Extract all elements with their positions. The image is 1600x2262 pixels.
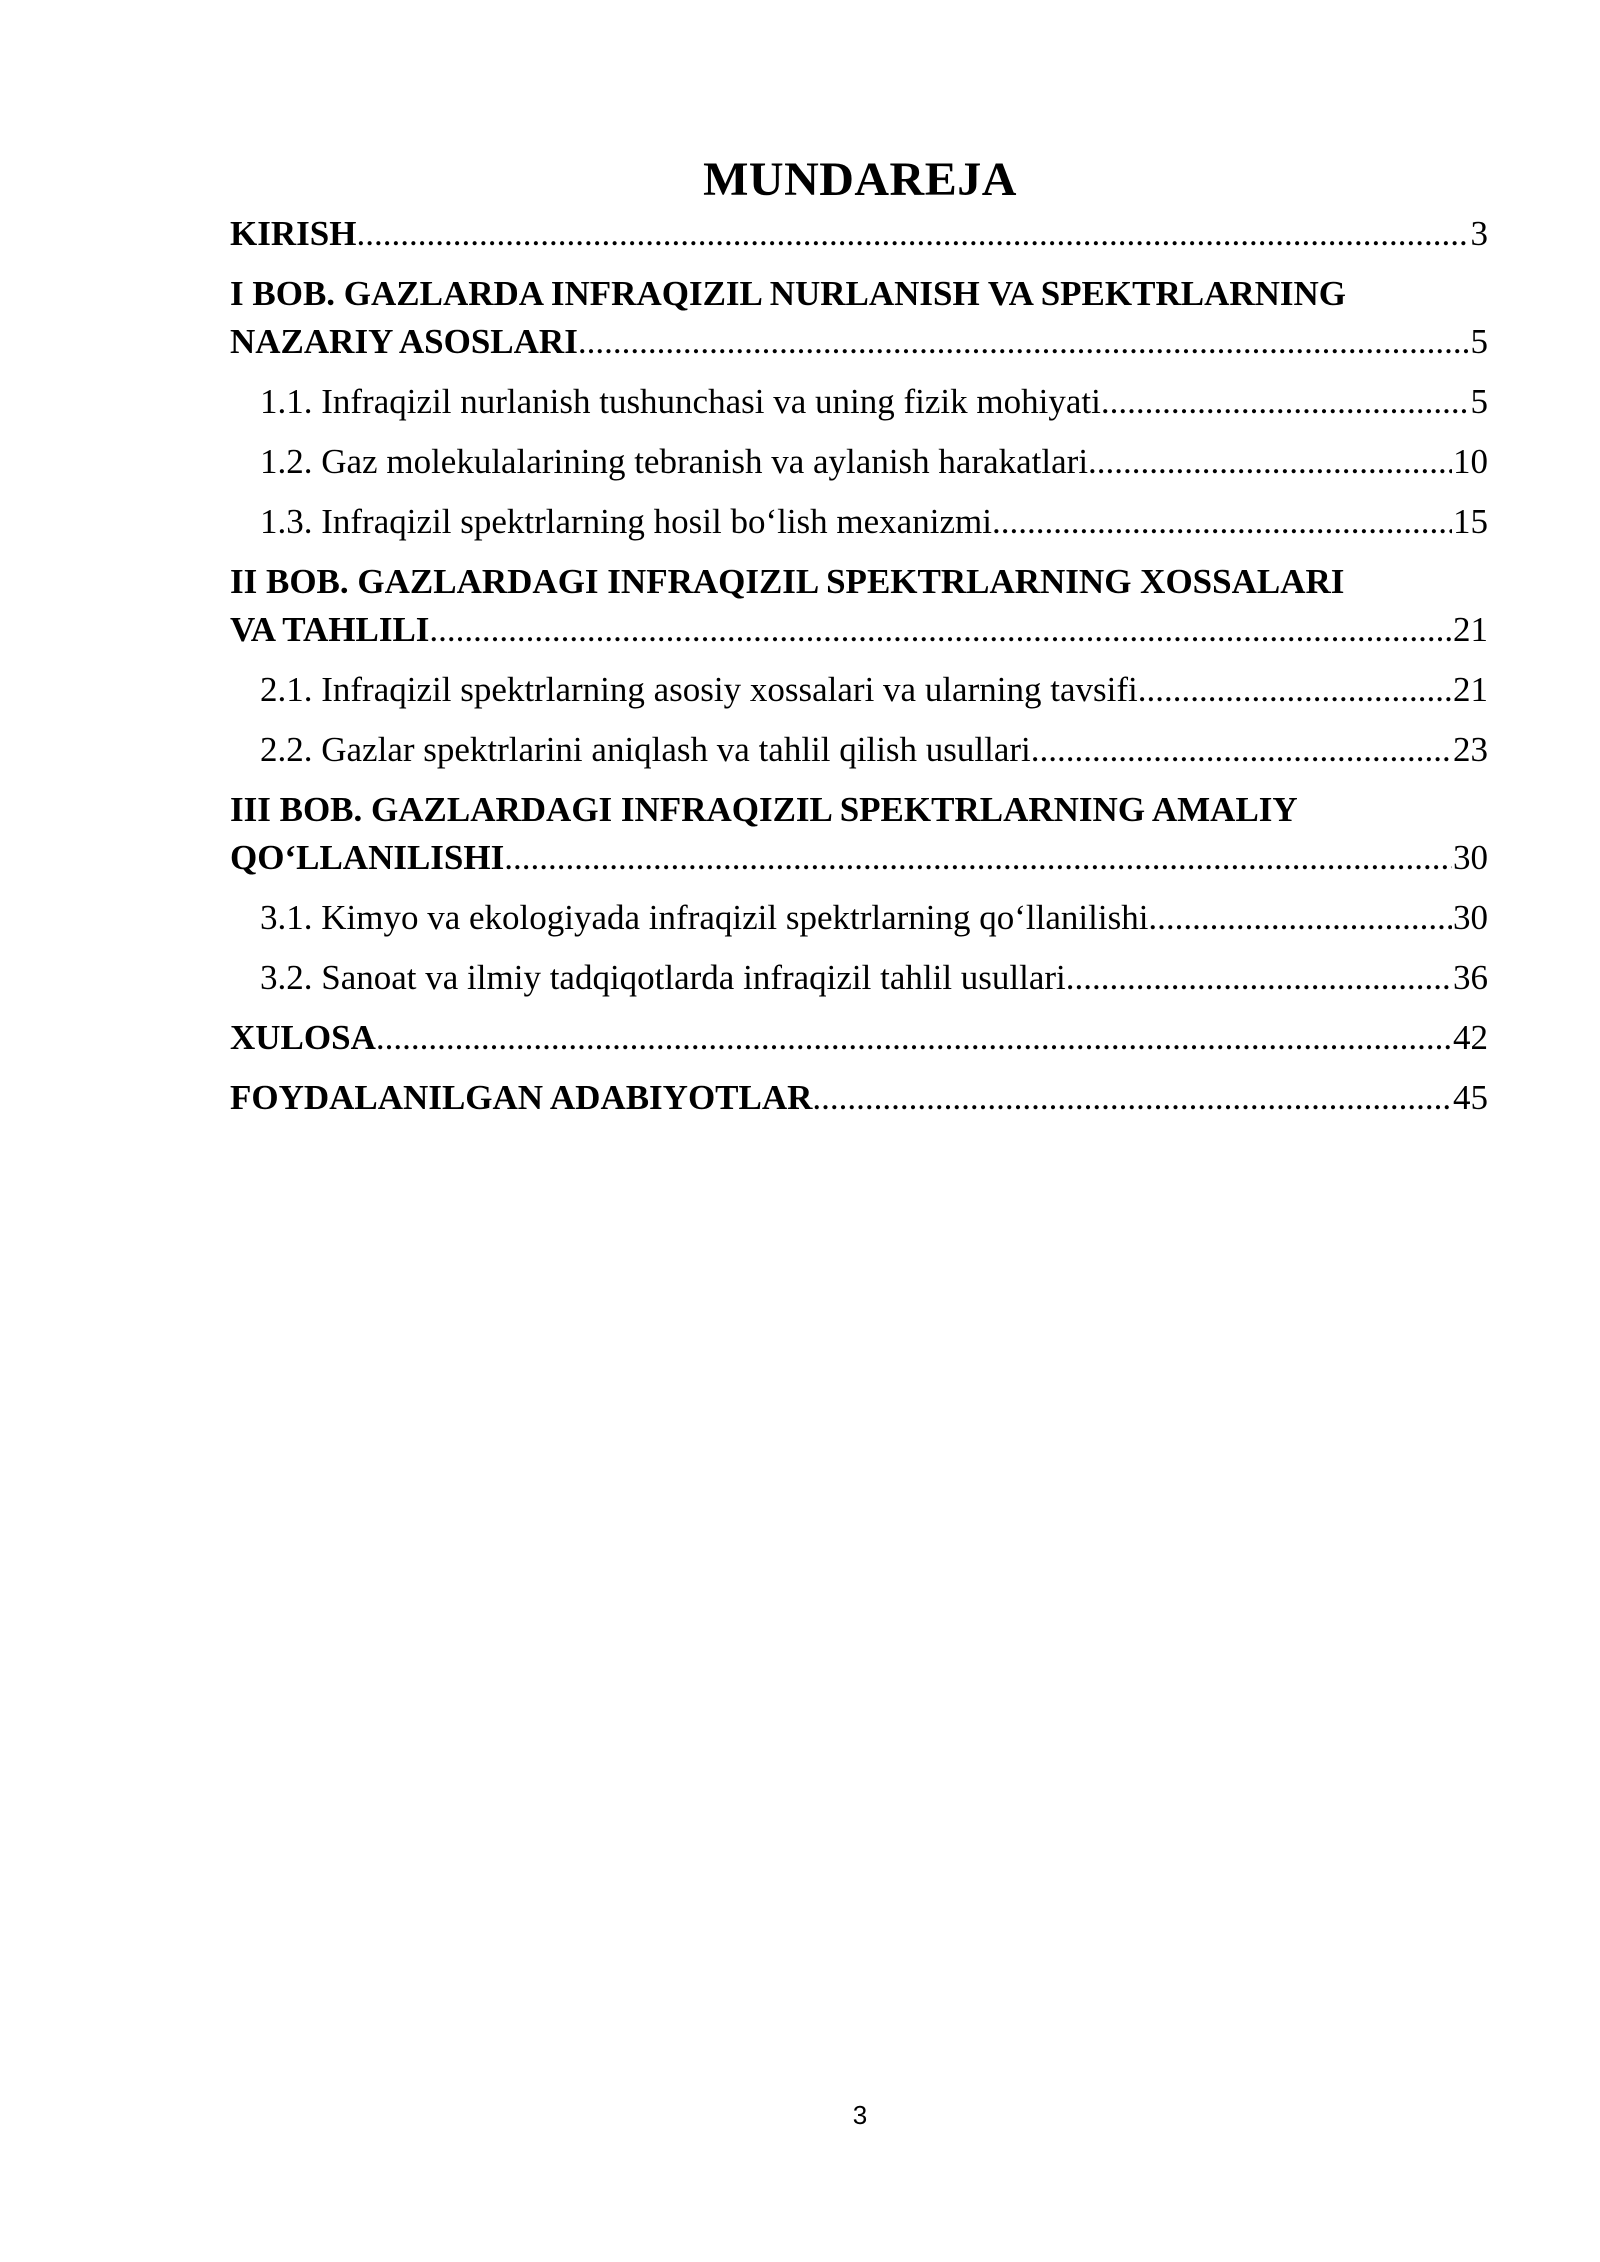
toc-page-number: 15: [1453, 502, 1488, 541]
toc-entry-label-line2: NAZARIY ASOSLARI: [230, 322, 578, 361]
dot-leader: [1101, 378, 1470, 426]
dot-leader: [1031, 726, 1452, 774]
toc-entry-label-line2: QO‘LLANILISHI: [230, 838, 505, 877]
dot-leader: [429, 606, 1452, 654]
toc-page-number: 10: [1453, 442, 1488, 481]
toc-entry-label: KIRISH: [230, 214, 357, 253]
toc-entry-section-3-1[interactable]: [230, 894, 1488, 942]
toc-entry-section-2-2[interactable]: [230, 726, 1488, 774]
toc-entry-section-3-2[interactable]: [230, 954, 1488, 1002]
toc-entry-section-1-2[interactable]: [230, 438, 1488, 486]
toc-entry-label: 3.2. Sanoat va ilmiy tadqiqotlarda infraqizil tahlil usullari: [260, 958, 1066, 997]
dot-leader: [356, 210, 1469, 258]
toc-entry-label-line1: III BOB. GAZLARDAGI INFRAQIZIL SPEKTRLARNING AMALIY: [230, 790, 1298, 829]
toc-entry-label: XULOSA: [230, 1018, 376, 1057]
dot-leader: [1138, 666, 1452, 714]
toc-entry-label: 3.1. Kimyo va ekologiyada infraqizil spektrlarning qo‘llanilishi: [260, 898, 1149, 937]
toc-entry-label: 1.3. Infraqizil spektrlarning hosil bo‘lish mexanizmi: [260, 502, 992, 541]
page-number: 3: [852, 2100, 868, 2130]
toc-page-number: 5: [1470, 322, 1488, 361]
toc-page-number: 42: [1453, 1018, 1488, 1057]
dot-leader: [1066, 954, 1452, 1002]
page-title: MUNDAREJA: [703, 153, 1017, 206]
toc-page-number: 21: [1453, 610, 1488, 649]
toc-entry-section-1-3[interactable]: [230, 498, 1488, 546]
dot-leader: [1148, 894, 1452, 942]
toc-page-number: 23: [1453, 730, 1488, 769]
toc-entry-xulosa[interactable]: [230, 1014, 1488, 1062]
toc-entry-adabiyotlar[interactable]: [230, 1074, 1488, 1122]
toc-page-number: 5: [1470, 382, 1488, 421]
dot-leader: [504, 834, 1452, 882]
toc-entry-section-2-1[interactable]: [230, 666, 1488, 714]
toc-entry-label: 2.2. Gazlar spektrlarini aniqlash va tahlil qilish usullari: [260, 730, 1031, 769]
toc-entry-label: 1.2. Gaz molekulalarining tebranish va aylanish harakatlari: [260, 442, 1089, 481]
toc-page-number: 30: [1453, 898, 1488, 937]
toc-entry-label-line1: II BOB. GAZLARDAGI INFRAQIZIL SPEKTRLARNING XOSSALARI: [230, 562, 1345, 601]
toc-page-number: 45: [1453, 1078, 1488, 1117]
toc-entry-label: FOYDALANILGAN ADABIYOTLAR: [230, 1078, 813, 1117]
dot-leader: [1088, 438, 1452, 486]
toc-entry-kirish[interactable]: [230, 210, 1488, 258]
toc-page-number: 3: [1470, 214, 1488, 253]
toc-entry-label: 1.1. Infraqizil nurlanish tushunchasi va uning fizik mohiyati: [260, 382, 1101, 421]
toc-entry-label-line1: I BOB. GAZLARDA INFRAQIZIL NURLANISH VA SPEKTRLARNING: [230, 274, 1347, 313]
table-of-contents: [230, 210, 1488, 1122]
toc-entry-chapter-2[interactable]: [230, 558, 1488, 654]
toc-entry-chapter-3[interactable]: [230, 786, 1488, 882]
dot-leader: [578, 318, 1470, 366]
toc-page-number: 36: [1453, 958, 1488, 997]
toc-entry-section-1-1[interactable]: [230, 378, 1488, 426]
toc-entry-label-line2: VA TAHLILI: [230, 610, 430, 649]
dot-leader: [376, 1014, 1452, 1062]
dot-leader: [992, 498, 1452, 546]
toc-entry-chapter-1[interactable]: [230, 270, 1488, 366]
toc-entry-label: 2.1. Infraqizil spektrlarning asosiy xossalari va ularning tavsifi: [260, 670, 1138, 709]
toc-page-number: 30: [1453, 838, 1488, 877]
toc-page-number: 21: [1453, 670, 1488, 709]
dot-leader: [812, 1074, 1452, 1122]
